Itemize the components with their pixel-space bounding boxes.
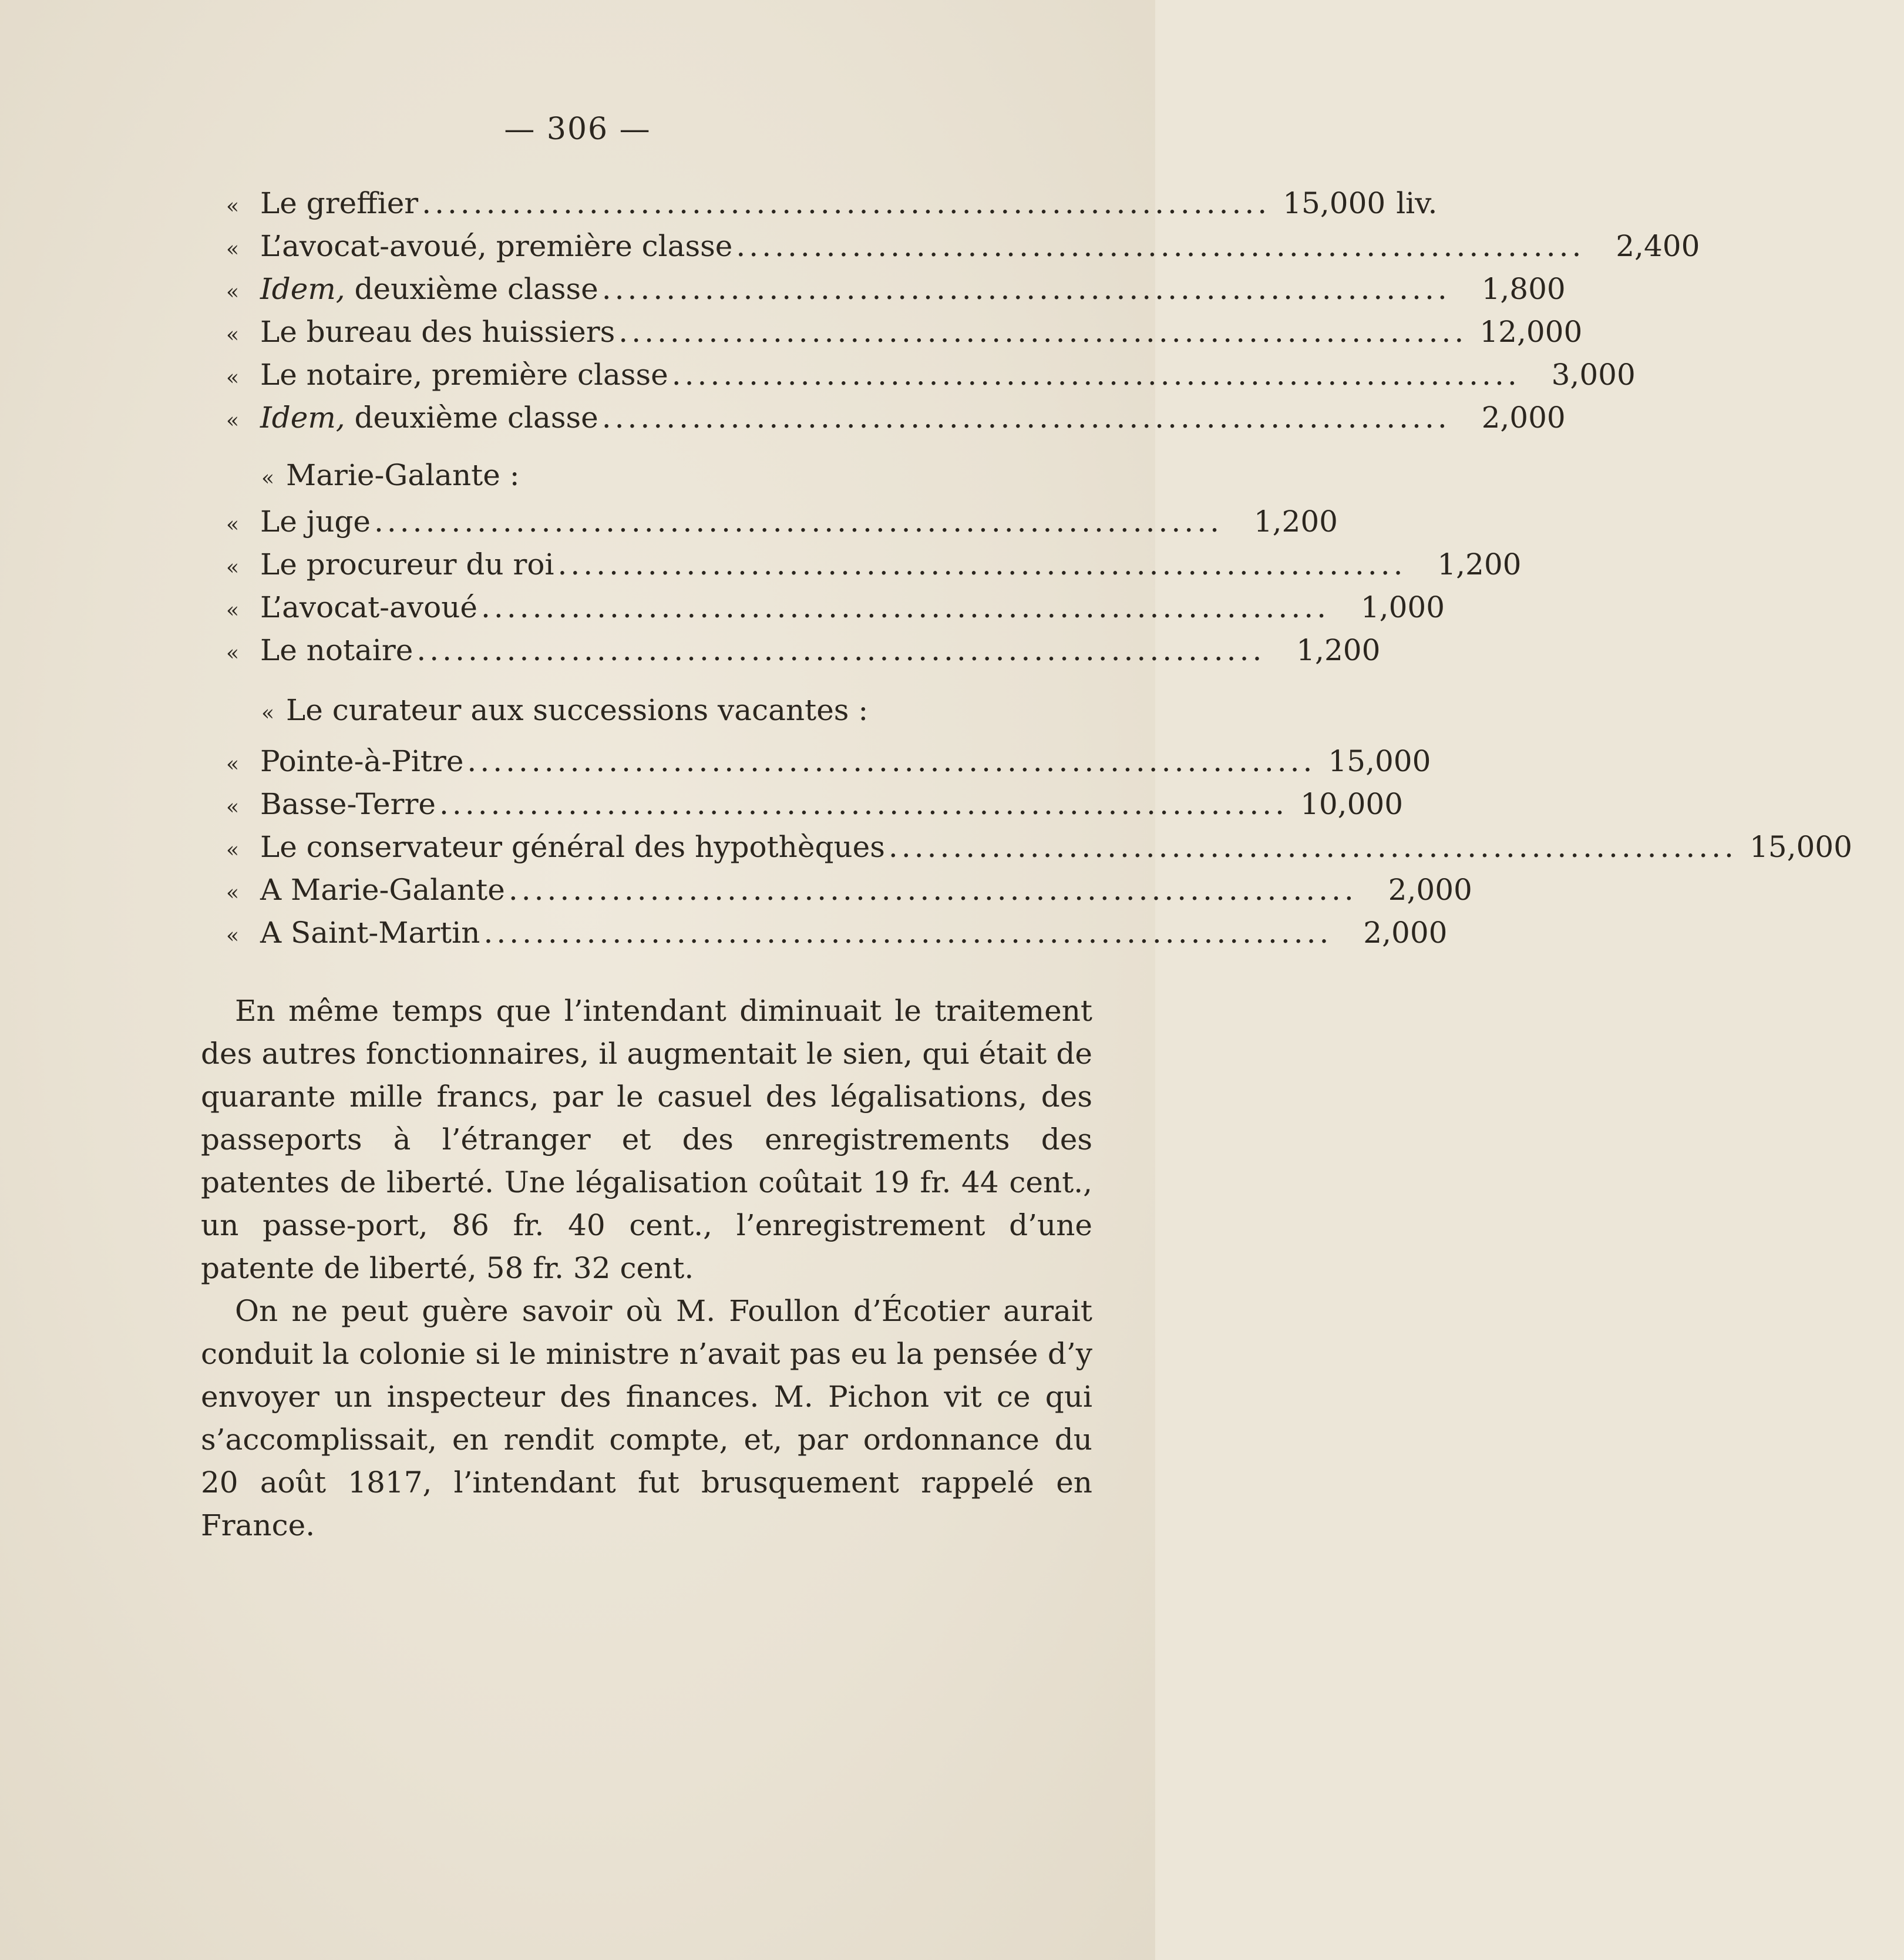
section-heading-marie-galante bbox=[261, 458, 520, 492]
ledger-row bbox=[226, 500, 1338, 543]
row-label bbox=[260, 268, 598, 311]
row-label: L’avocat-avoué bbox=[260, 590, 478, 624]
row-amount: 1,200 bbox=[1253, 505, 1338, 539]
ledger-row bbox=[226, 586, 1445, 629]
row-amount: 15,000 bbox=[1749, 830, 1852, 864]
row-amount: 15,000 bbox=[1328, 744, 1431, 778]
row-amount: 3,000 bbox=[1551, 358, 1636, 392]
open-quote: « bbox=[226, 194, 240, 218]
open-quote: « bbox=[226, 838, 240, 862]
row-label: Le greffier bbox=[260, 186, 419, 220]
ledger-row bbox=[226, 543, 1522, 586]
ledger-row bbox=[226, 826, 1852, 869]
leader-dots: .................................................................. bbox=[467, 744, 1316, 778]
row-label: Pointe-à-Pitre bbox=[260, 744, 464, 778]
row-amount: 2,400 bbox=[1616, 229, 1700, 263]
row-label-italic: Idem, bbox=[260, 272, 345, 306]
row-label: Le procureur du roi bbox=[260, 547, 554, 581]
salary-list-marie-galante bbox=[226, 500, 1522, 672]
row-amount: 2,000 bbox=[1481, 401, 1566, 435]
row-label: Basse-Terre bbox=[260, 787, 436, 821]
row-label: Le notaire bbox=[260, 633, 413, 667]
section-heading-curateur bbox=[261, 693, 868, 727]
open-quote: « bbox=[226, 881, 240, 905]
row-label-italic: Idem, bbox=[260, 401, 345, 435]
row-label bbox=[260, 396, 598, 439]
ledger-row bbox=[226, 354, 1636, 396]
open-quote: « bbox=[261, 701, 275, 725]
leader-dots: .................................................................. bbox=[439, 787, 1289, 821]
leader-dots: .................................................................. bbox=[888, 830, 1737, 864]
leader-dots: .................................................................. bbox=[508, 873, 1357, 907]
heading-text: Le curateur aux successions vacantes : bbox=[286, 693, 869, 727]
open-quote: « bbox=[226, 513, 240, 537]
open-quote: « bbox=[226, 280, 240, 304]
row-label-rest: deuxième classe bbox=[345, 272, 598, 306]
leader-dots: .................................................................. bbox=[601, 401, 1451, 435]
row-label: A Marie-Galante bbox=[260, 873, 505, 907]
salary-list-guadeloupe bbox=[226, 182, 1700, 439]
row-label: Le conservateur général des hypothèques bbox=[260, 830, 885, 864]
ledger-row bbox=[226, 311, 1583, 354]
leader-dots: .................................................................. bbox=[374, 505, 1223, 539]
open-quote: « bbox=[261, 466, 275, 490]
leader-dots: .................................................................. bbox=[601, 272, 1451, 306]
leader-dots: .................................................................. bbox=[483, 916, 1333, 950]
open-quote: « bbox=[226, 556, 240, 580]
leader-dots: .................................................................. bbox=[736, 229, 1585, 263]
open-quote: « bbox=[226, 599, 240, 623]
open-quote: « bbox=[226, 795, 240, 819]
row-amount: 2,000 bbox=[1363, 916, 1448, 950]
open-quote: « bbox=[226, 752, 240, 776]
paragraph: On ne peut guère savoir où M. Foullon d’Écotier aurait conduit la colonie si le ministre n’avait pas eu la pensée d’y envoyer un inspecteur des finances. M. Pichon vit ce qui s’accomplissait, en rendit compte, et, par ordonnance du 20 août 1817, l’intendant fut brusquement rappelé en France. bbox=[201, 1294, 1092, 1542]
row-label-rest: deuxième classe bbox=[345, 401, 598, 435]
heading-text: Marie-Galante : bbox=[286, 458, 520, 492]
ledger-row bbox=[226, 912, 1448, 954]
row-label: Le bureau des huissiers bbox=[260, 315, 615, 349]
page-number: — 306 — bbox=[504, 112, 651, 147]
row-amount: 1,800 bbox=[1481, 272, 1566, 306]
ledger-row bbox=[226, 225, 1700, 268]
row-label: A Saint-Martin bbox=[260, 916, 480, 950]
leader-dots: .................................................................. bbox=[671, 358, 1520, 392]
ledger-row bbox=[226, 396, 1566, 439]
row-amount: 1,200 bbox=[1296, 633, 1381, 667]
row-amount: 12,000 bbox=[1479, 315, 1583, 349]
leader-dots: .................................................................. bbox=[481, 590, 1330, 624]
open-quote: « bbox=[226, 641, 240, 665]
leader-dots: .................................................................. bbox=[618, 315, 1468, 349]
open-quote: « bbox=[226, 237, 240, 261]
row-amount: 10,000 bbox=[1300, 787, 1404, 821]
row-label: Le notaire, première classe bbox=[260, 358, 668, 392]
ledger-row bbox=[226, 783, 1404, 826]
leader-dots: .................................................................. bbox=[422, 186, 1271, 220]
paragraph: En même temps que l’intendant diminuait le traitement des autres fonctionnaires, il augmentait le sien, qui était de quarante mille francs, par le casuel des légalisations, des passeports à l’étranger et des enregistrements des patentes de liberté. Une légalisation coûtait 19 fr. 44 cent., un passe-port, 86 fr. 40 cent., l’enregistrement d’une patente de liberté, 58 fr. 32 cent. bbox=[201, 994, 1092, 1285]
row-label: L’avocat-avoué, première classe bbox=[260, 229, 733, 263]
open-quote: « bbox=[226, 323, 240, 347]
ledger-row bbox=[226, 182, 1438, 225]
open-quote: « bbox=[226, 409, 240, 433]
row-amount: 1,200 bbox=[1437, 547, 1522, 581]
ledger-row bbox=[226, 869, 1472, 912]
currency-unit: liv. bbox=[1396, 186, 1438, 220]
leader-dots: .................................................................. bbox=[557, 547, 1407, 581]
ledger-row bbox=[226, 629, 1381, 672]
ledger-row bbox=[226, 740, 1431, 783]
row-amount: 1,000 bbox=[1360, 590, 1445, 624]
open-quote: « bbox=[226, 366, 240, 390]
body-text bbox=[201, 990, 1092, 1547]
row-amount: 2,000 bbox=[1388, 873, 1472, 907]
salary-list-curateur bbox=[226, 740, 1852, 954]
leader-dots: .................................................................. bbox=[416, 633, 1266, 667]
ledger-row bbox=[226, 268, 1566, 311]
row-amount: 15,000 bbox=[1283, 186, 1386, 220]
row-label: Le juge bbox=[260, 505, 371, 539]
open-quote: « bbox=[226, 924, 240, 948]
